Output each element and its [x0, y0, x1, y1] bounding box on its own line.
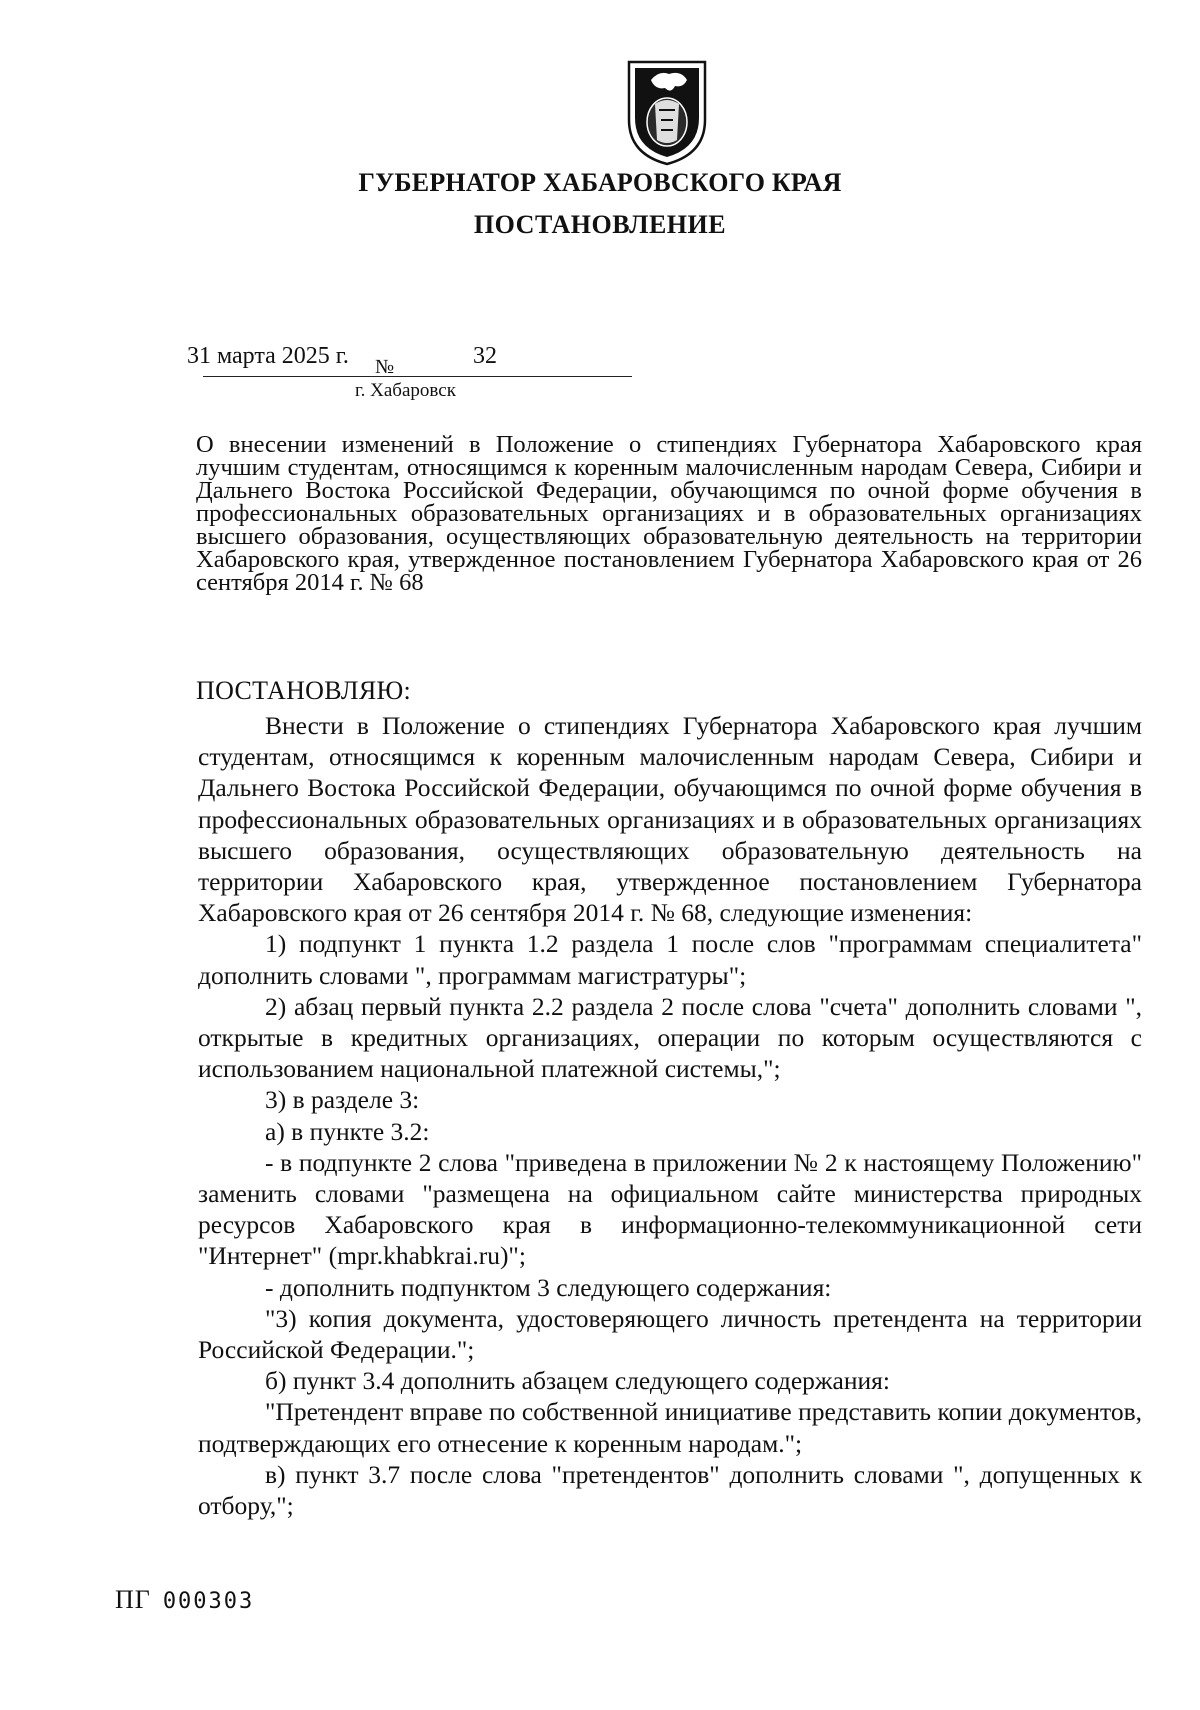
organization-title: ГУБЕРНАТОР ХАБАРОВСКОГО КРАЯ	[358, 168, 842, 197]
form-series: ПГ	[115, 1585, 151, 1614]
paragraph: "3) копия документа, удостоверяющего личность претендента на территории Российской Федерации.";	[198, 1303, 1142, 1365]
paragraph: 3) в разделе 3:	[265, 1085, 420, 1115]
document-subject: О внесении изменений в Положение о стипендиях Губернатора Хабаровского края лучшим студентам, относящимся к коренным малочисленным народам Севера, Сибири и Дальнего Востока Российской Федерации, обучающимся по очной форме обучения в профессиональных образовательных организациях и в образовательных организациях высшего образования, осуществляющих образовательную деятельность на территории Хабаровского края, утвержденное постановлением Губернатора Хабаровского края от 26 сентября 2014 г. № 68	[196, 431, 1142, 596]
paragraph: - в подпункте 2 слова "приведена в приложении № 2 к настоящему Положению" заменить словами "размещена на официальном сайте министерства природных ресурсов Хабаровского края в информационно-телекоммуникационной сети "Интернет" (mpr.khabkrai.ru)";	[198, 1147, 1142, 1271]
date-number-underline	[203, 376, 632, 377]
paragraph: в) пункт 3.7 после слова "претендентов" дополнить словами ", допущенных к отбору,";	[198, 1459, 1142, 1521]
form-serial	[115, 1585, 254, 1615]
paragraph: 1) подпункт 1 пункта 1.2 раздела 1 после слов "программам специалитета" дополнить словами ", программам магистратуры";	[198, 929, 1142, 990]
number-sign: №	[375, 356, 395, 378]
document-body	[198, 710, 1142, 1521]
form-serial-number: 000303	[162, 1589, 255, 1614]
document-date: 31 марта 2025 г.	[187, 343, 349, 369]
document-type: ПОСТАНОВЛЕНИЕ	[473, 210, 727, 239]
document-city: г. Хабаровск	[355, 380, 456, 401]
document-number: 32	[473, 343, 497, 369]
decree-word: ПОСТАНОВЛЯЮ:	[196, 676, 412, 705]
paragraph: а) в пункте 3.2:	[265, 1116, 430, 1146]
paragraph: б) пункт 3.4 дополнить абзацем следующего содержания:	[265, 1366, 890, 1396]
paragraph: 2) абзац первый пункта 2.2 раздела 2 после слова "счета" дополнить словами ", открытые в кредитных организациях, операции по которым осуществляются с использованием национальной платежной системы,";	[198, 991, 1142, 1084]
paragraph: "Претендент вправе по собственной инициативе представить копии документов, подтверждающих его отнесение к коренным народам.";	[198, 1397, 1142, 1458]
coat-of-arms-icon	[625, 58, 709, 168]
paragraph: Внести в Положение о стипендиях Губернатора Хабаровского края лучшим студентам, относящимся к коренным малочисленным народам Севера, Сибири и Дальнего Востока Российской Федерации, обучающимся по очной форме обучения в профессиональных образовательных организациях и в образовательных организациях высшего образования, осуществляющих образовательную деятельность на территории Хабаровского края, утвержденное постановлением Губернатора Хабаровского края от 26 сентября 2014 г. № 68, следующие изменения:	[198, 711, 1142, 928]
paragraph: - дополнить подпунктом 3 следующего содержания:	[265, 1272, 832, 1302]
